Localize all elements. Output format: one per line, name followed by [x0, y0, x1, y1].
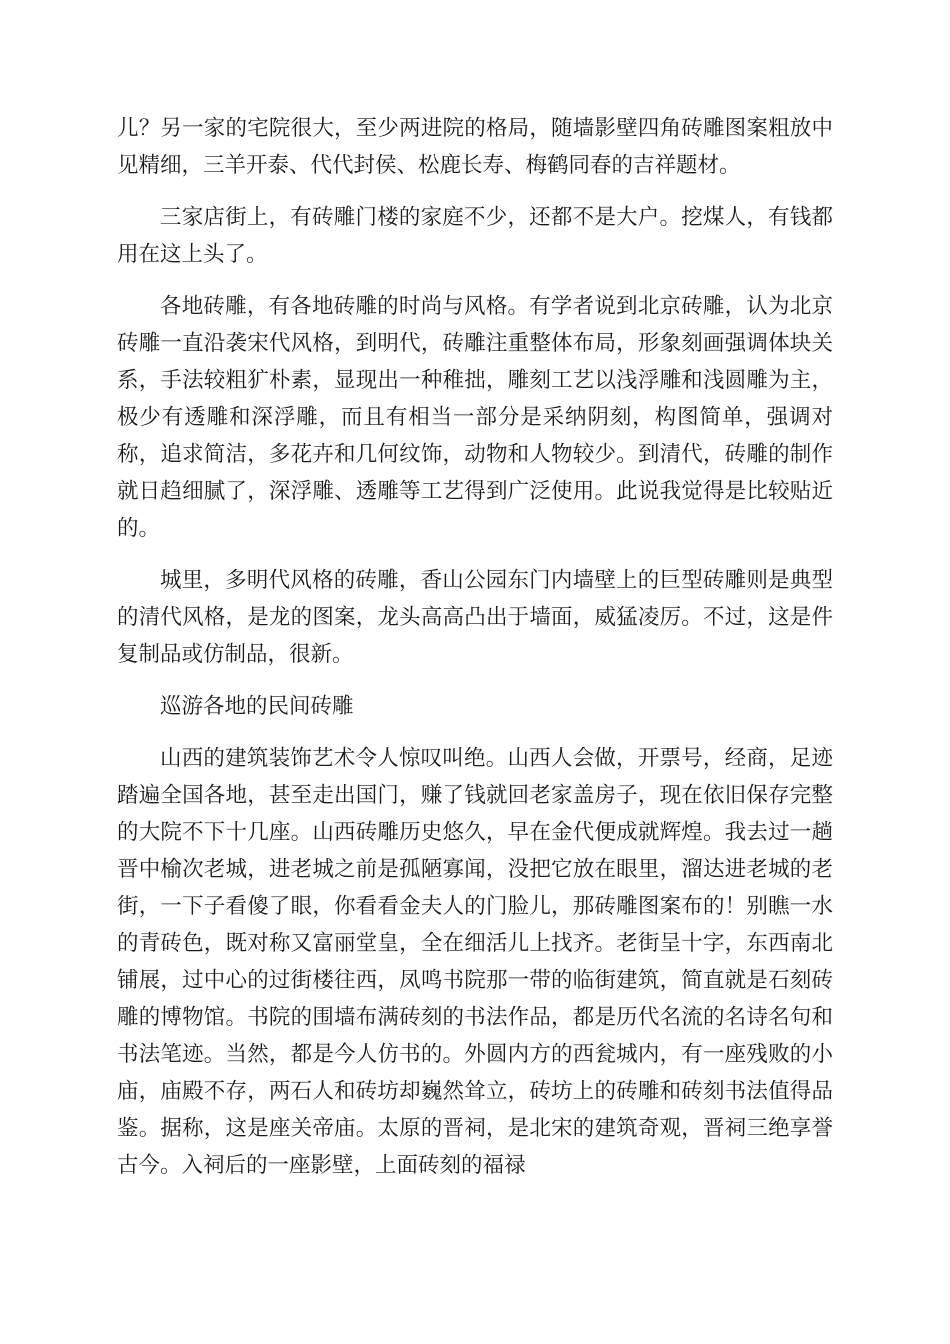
paragraph-regional-styles: 各地砖雕，有各地砖雕的时尚与风格。有学者说到北京砖雕，认为北京砖雕一直沿袭宋代风格，到明代，砖雕注重整体布局，形象刻画强调体块关系，手法较粗犷朴素，显现出一种稚拙，雕刻工艺以浅浮雕和浅圆雕为主，极少有透雕和深浮雕，而且有相当一部分是采纳阴刻，构图简单，强调对称，追求简洁，多花卉和几何纹饰，动物和人物较少。到清代，砖雕的制作就日趋细腻了，深浮雕、透雕等工艺得到广泛使用。此说我觉得是比较贴近的。 [117, 294, 833, 541]
paragraph-continued: 儿？另一家的宅院很大，至少两进院的格局，随墙影壁四角砖雕图案粗放中见精细，三羊开泰、代代封侯、松鹿长寿、梅鹤同春的吉祥题材。 [117, 116, 833, 178]
paragraph-city-brick-carving: 城里，多明代风格的砖雕，香山公园东门内墙壁上的巨型砖雕则是典型的清代风格，是龙的图案，龙头高高凸出于墙面，威猛凌厉。不过，这是件复制品或仿制品，很新。 [117, 568, 833, 667]
paragraph-sanjiadian: 三家店街上，有砖雕门楼的家庭不少，还都不是大户。挖煤人，有钱都用在这上头了。 [117, 205, 833, 267]
section-heading: 巡游各地的民间砖雕 [160, 694, 354, 719]
paragraph-shanxi: 山西的建筑装饰艺术令人惊叹叫绝。山西人会做，开票号，经商，足迹踏遍全国各地，甚至走出国门，赚了钱就回老家盖房子，现在依旧保存完整的大院不下十几座。山西砖雕历史悠久，早在金代便成就辉煌。我去过一趟晋中榆次老城，进老城之前是孤陋寡闻，没把它放在眼里，溜达进老城的老街，一下子看傻了眼，你看看金夫人的门脸儿，那砖雕图案布的！别瞧一水的青砖色，既对称又富丽堂皇，全在细活儿上找齐。老街呈十字，东西南北铺展，过中心的过街楼往西，凤鸣书院那一带的临街建筑，简直就是石刻砖雕的博物馆。书院的围墙布满砖刻的书法作品，都是历代名流的名诗名句和书法笔迹。当然，都是今人仿书的。外圆内方的西瓮城内，有一座残败的小庙，庙殿不存，两石人和砖坊却巍然耸立，砖坊上的砖雕和砖刻书法值得品鉴。据称，这是座关帝庙。太原的晋祠，是北宋的建筑奇观，晋祠三绝享誉古今。入祠后的一座影壁，上面砖刻的福禄 [117, 746, 833, 1178]
document-body [117, 110, 833, 1199]
